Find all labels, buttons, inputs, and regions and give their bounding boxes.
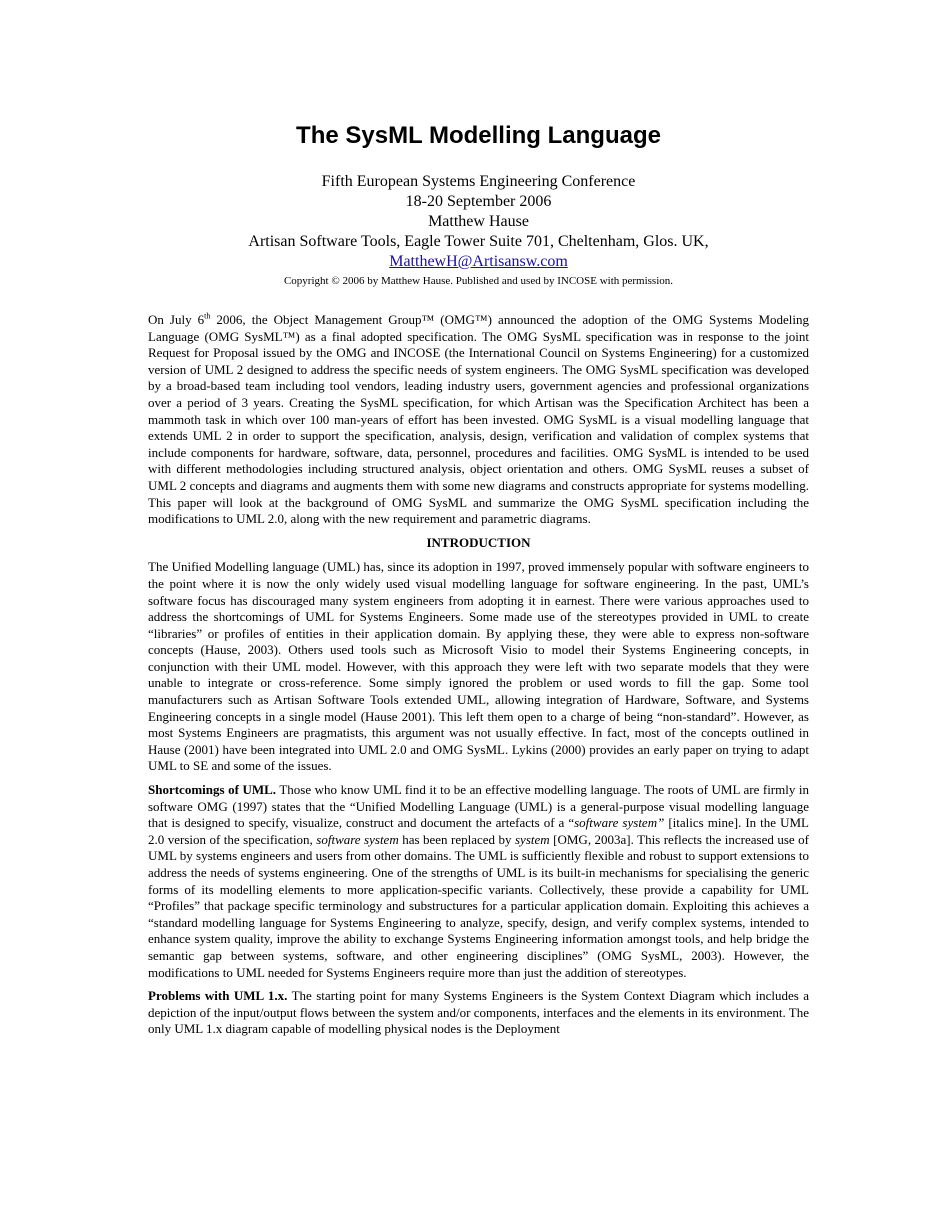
copyright-notice: Copyright © 2006 by Matthew Hause. Published and used by INCOSE with permission. <box>283 275 674 287</box>
conference-dates: 18-20 September 2006 <box>405 193 552 210</box>
shortcomings-italic-1: software system” <box>574 815 665 831</box>
author-name: Matthew Hause <box>428 213 529 230</box>
introduction-heading: INTRODUCTION <box>426 534 531 550</box>
author-email-link[interactable]: MatthewH@Artisansw.com <box>389 253 568 270</box>
abstract-paragraph <box>148 312 809 528</box>
introduction-paragraph: The Unified Modelling language (UML) has, since its adoption in 1997, proved immensely popular with software engineers to the point where it is now the only widely used visual modelling language for software engineering. In the past, UML’s software focus has discouraged many system engineers from adopting it in earnest. There were various approaches used to address the shortcomings of UML for Systems Engineers. Some made use of the stereotypes provided in UML to create “libraries” or profiles of entities in their application domain. By applying these, they were able to express non-software concepts (Hause, 2003). Others used tools such as Microsoft Visio to model their Systems Engineering concepts, in conjunction with their UML model. However, with this approach they were left with two separate models that they were unable to integrate or cross-reference. Some simply ignored the problem or used words to fill the gap. Some tool manufacturers such as Artisan Software Tools extended UML, allowing integration of Hardware, Software, and Systems Engineering concepts in a single model (Hause 2001). This left them open to a charge of being “non-standard”. However, as most Systems Engineers are pragmatists, this argument was not usually effective. In fact, most of the concepts outlined in Hause (2001) have been integrated into UML 2.0 and OMG SysML. Lykins (2000) provides an early paper on trying to adapt UML to SE and some of the issues. <box>148 559 809 774</box>
problems-heading: Problems with UML 1.x. <box>148 988 288 1004</box>
shortcomings-text-1: Those who know UML find it to be an effective modelling language. The roots of UML are firmly in software OMG (1997) states that the “Unified Modelling Language (UML) is a general-purpose visual modelling language that is designed to specify, visualize, construct and document the artefacts of a “ <box>148 782 810 831</box>
paper-title: The SysML Modelling Language <box>296 122 661 149</box>
shortcomings-text-2: [italics mine]. In the UML 2.0 version of the specification, <box>148 815 809 847</box>
shortcomings-text-3: has been replaced by <box>398 831 515 847</box>
author-affiliation: Artisan Software Tools, Eagle Tower Suite 701, Cheltenham, Glos. UK, <box>248 233 709 250</box>
problems-paragraph <box>148 988 809 1038</box>
paper-page <box>148 118 809 1045</box>
shortcomings-italic-3: system <box>515 831 550 847</box>
shortcomings-heading: Shortcomings of UML. <box>148 782 277 798</box>
shortcomings-text-4: [OMG, 2003a]. This reflects the increased use of UML by systems engineers and users from other domains. The UML is sufficiently flexible and robust to support extensions to address the needs of systems engineering. One of the strengths of UML is its built-in mechanisms for specialising the generic forms of its modelling elements to more application-specific variants. Collectively, these provide a capability for UML “Profiles” that package specific terminology and substructures for a particular application domain. Exploiting this achieves a “standard modelling language for Systems Engineering to analyze, specify, design, and verify complex systems, intended to enhance system quality, improve the ability to exchange Systems Engineering information amongst tools, and help bridge the semantic gap between systems, software, and other engineering disciplines” (OMG SysML, 2003). However, the modifications to UML needed for Systems Engineers require more than just the addition of stereotypes. <box>148 831 809 980</box>
shortcomings-italic-2: software system <box>316 831 399 847</box>
abstract-text: 2006, the Object Management Group™ (OMG™) announced the adoption of the OMG Systems Modeling Language (OMG SysML™) as a final adopted specification. The OMG SysML specification was in response to the joint Request for Proposal issued by the OMG and INCOSE (the International Council on Systems Engineering) for a customized version of UML 2 designed to address the specific needs of system engineers. The OMG SysML specification was developed by a broad-based team including tool vendors, leading industry users, government agencies and professional organizations over a period of 3 years. Creating the SysML specification, for which Artisan was the Specification Architect has been a mammoth task in which over 100 man-years of effort has been invested. OMG SysML is a visual modelling language that extends UML 2 in order to support the specification, analysis, design, verification and validation of complex systems that include components for hardware, software, data, personnel, procedures and facilities. OMG SysML is intended to be used with different methodologies including structured analysis, object orientation and others. OMG SysML reuses a subset of UML 2 concepts and diagrams and augments them with some new diagrams and constructs appropriate for systems modelling. This paper will look at the background of OMG SysML and summarize the OMG SysML specification including the modifications to UML 2.0, along with the new requirement and parametric diagrams. <box>148 312 809 527</box>
shortcomings-paragraph <box>148 782 809 981</box>
paper-header <box>148 172 809 272</box>
abstract-lead: On July 6 <box>148 312 205 327</box>
abstract-superscript: th <box>204 311 211 321</box>
problems-text: The starting point for many Systems Engineers is the System Context Diagram which includes a depiction of the input/output flows between the system and/or components, interfaces and the elements in its environment. The only UML 1.x diagram capable of modelling physical nodes is the Deployment <box>148 988 809 1037</box>
conference-name: Fifth European Systems Engineering Conference <box>321 173 636 190</box>
